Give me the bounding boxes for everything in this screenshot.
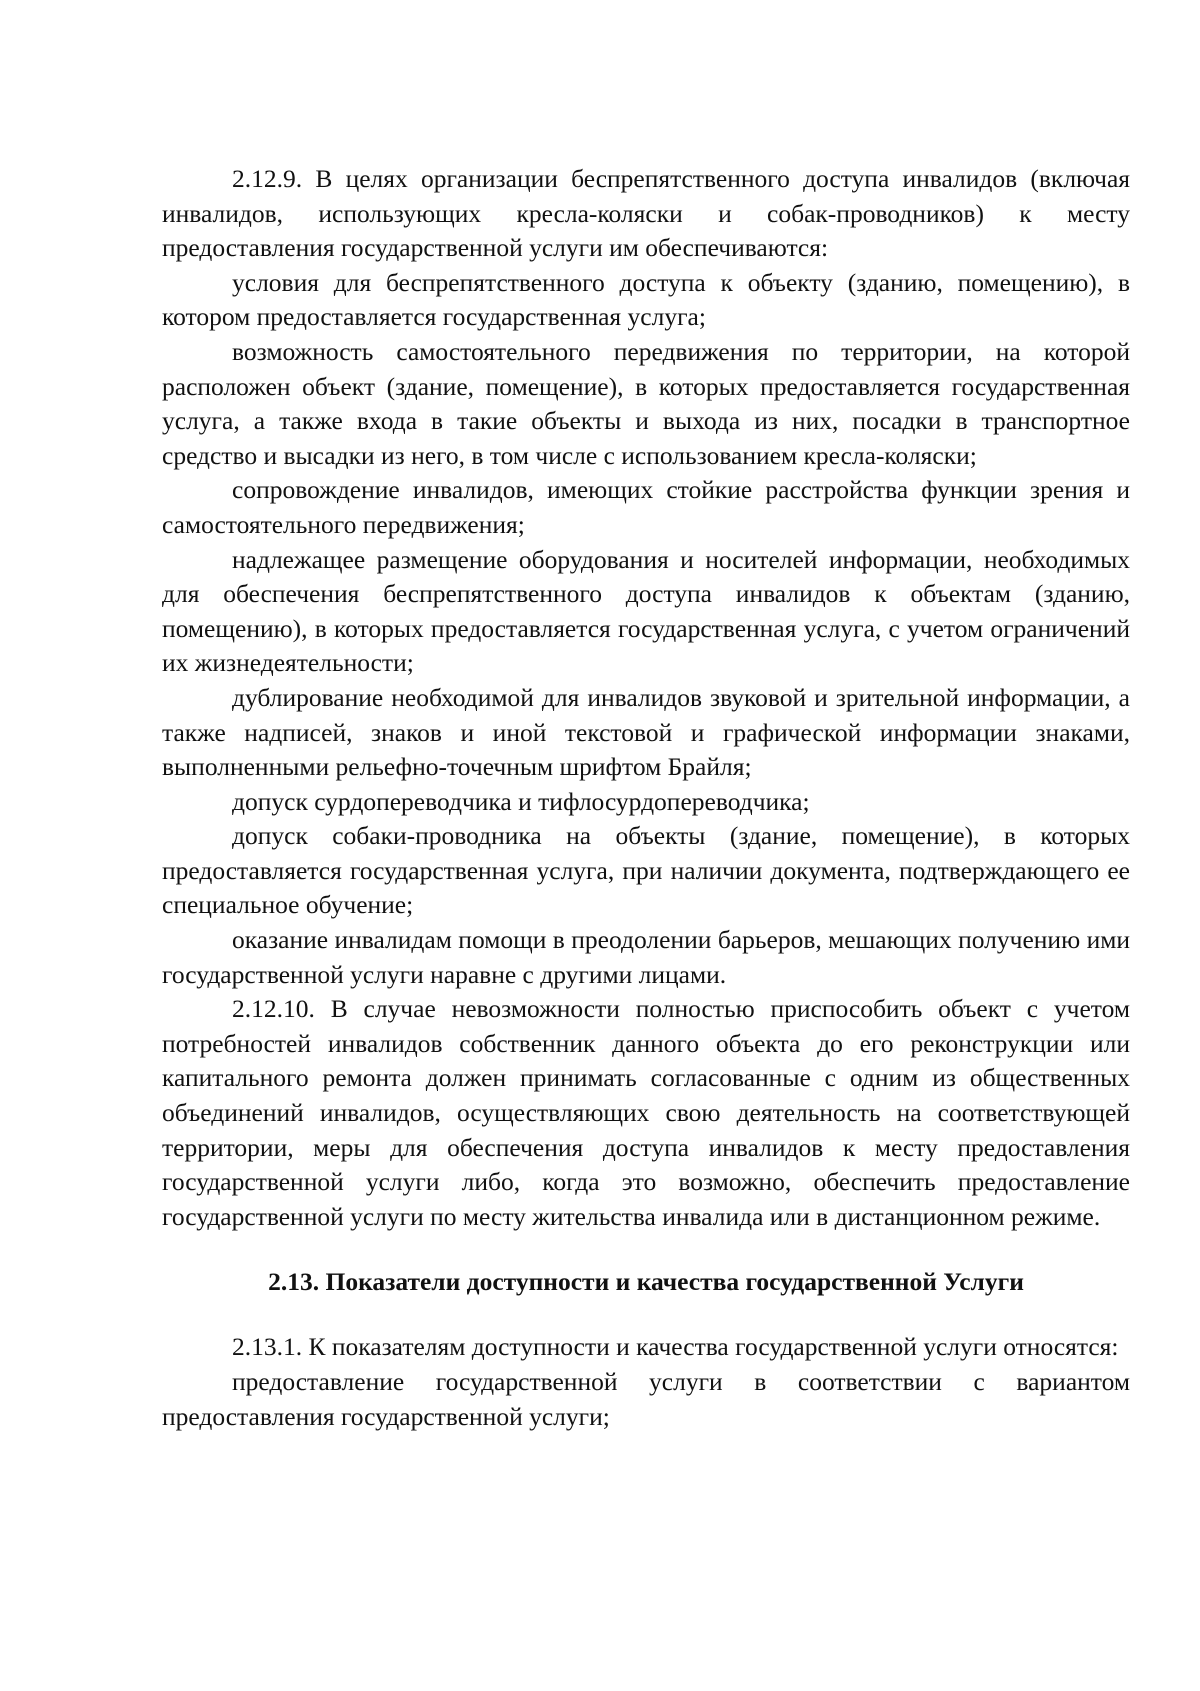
document-body xyxy=(162,162,1130,1434)
list-item-independent-movement: возможность самостоятельного передвижения по территории, на которой расположен объект (здание, помещение), в которых предоставляется государственная услуга, а также входа в такие объекты и выхода из них, посадки в транспортное средство и высадки из него, в том числе с использованием кресла-коляски; xyxy=(162,336,1130,470)
paragraph-2-12-9: 2.12.9. В целях организации беспрепятственного доступа инвалидов (включая инвалидов, использующих кресла-коляски и собак-проводников) к месту предоставления государственной услуги им обеспечиваются: xyxy=(162,164,1130,263)
paragraph-2-12-10: 2.12.10. В случае невозможности полностью приспособить объект с учетом потребностей инвалидов собственник данного объекта до его реконструкции или капитального ремонта должен принимать согласованные с одним из общественных объединений инвалидов, осуществляющих свою деятельность на соответствующей территории, меры для обеспечения доступа инвалидов к месту предоставления государственной услуги либо, когда это возможно, обеспечить предоставление государственной услуги по месту жительства инвалида или в дистанционном режиме. xyxy=(162,994,1130,1231)
list-item-guide-dog: допуск собаки-проводника на объекты (здание, помещение), в которых предоставляется государственная услуга, при наличии документа, подтверждающего ее специальное обучение; xyxy=(162,821,1130,920)
list-item-sign-interpreter: допуск сурдопереводчика и тифлосурдопереводчика; xyxy=(232,786,810,816)
paragraph-2-13-1: 2.13.1. К показателям доступности и качества государственной услуги относятся: xyxy=(232,1332,1119,1362)
list-item-barrier-assistance: оказание инвалидам помощи в преодолении барьеров, мешающих получению ими государственной услуги наравне с другими лицами. xyxy=(162,925,1130,989)
list-item-braille-duplication: дублирование необходимой для инвалидов звуковой и зрительной информации, а также надписей, знаков и иной текстовой и графической информации знаками, выполненными рельефно-точечным шрифтом Брайля; xyxy=(162,682,1130,782)
list-item-service-variant: предоставление государственной услуги в соответствии с вариантом предоставления государственной услуги; xyxy=(162,1367,1130,1431)
list-item-escort: сопровождение инвалидов, имеющих стойкие расстройства функции зрения и самостоятельного передвижения; xyxy=(162,475,1130,539)
section-heading-2-13: 2.13. Показатели доступности и качества государственной Услуги xyxy=(268,1267,1024,1297)
list-item-access-conditions: условия для беспрепятственного доступа к объекту (зданию, помещению), в котором предоставляется государственная услуга; xyxy=(162,267,1130,332)
list-item-equipment-placement: надлежащее размещение оборудования и носителей информации, необходимых для обеспечения беспрепятственного доступа инвалидов к объектам (зданию, помещению), в которых предоставляется государственная услуга, с учетом ограничений их жизнедеятельности; xyxy=(162,544,1130,678)
